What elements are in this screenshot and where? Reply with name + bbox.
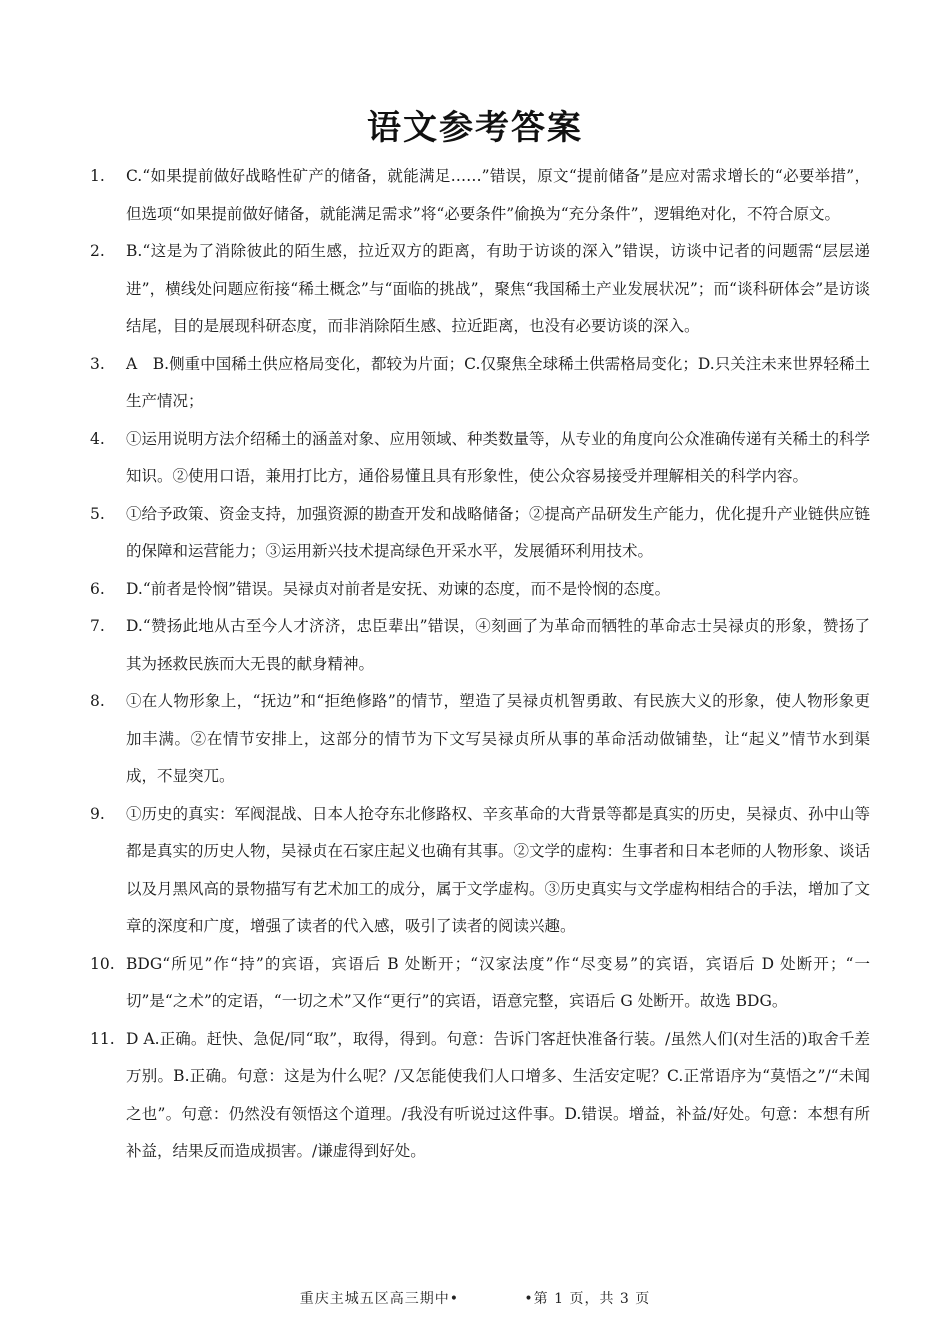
answer-item (90, 346, 870, 421)
answer-item (90, 796, 870, 946)
answer-item (90, 608, 870, 683)
answer-text: ①在人物形象上，“抚边”和“拒绝修路”的情节，塑造了吴禄贞机智勇敢、有民族大义的形象，使人物形象更加丰满。②在情节安排上，这部分的情节为下文写吴禄贞所从事的革命活动做铺垫，让“起义”情节水到渠成，不显突兀。 (126, 692, 870, 785)
answer-item (90, 421, 870, 496)
answer-item (90, 571, 870, 609)
answer-item (90, 496, 870, 571)
answer-number: 10. (90, 954, 115, 973)
answer-number: 3. (90, 354, 105, 373)
answer-number: 4. (90, 429, 105, 448)
answer-item (90, 158, 870, 233)
answer-text: D A.正确。赶快、急促/同“取”，取得，得到。句意：告诉门客赶快准备行装。/虽然人们(对生活的)取舍千差万别。B.正确。句意：这是为什么呢？/又怎能使我们人口增多、生活安定呢？C.正常语序为“莫悟之”/“未闻之也”。句意：仍然没有领悟这个道理。/我没有听说过这件事。D.错误。增益，补益/好处。句意：本想有所补益，结果反而造成损害。/谦虚得到好处。 (126, 1029, 870, 1160)
answer-item (90, 233, 870, 346)
answer-text: B.“这是为了消除彼此的陌生感，拉近双方的距离，有助于访谈的深入”错误，访谈中记者的问题需“层层递进”，横线处问题应衔接“稀土概念”与“面临的挑战”，聚焦“我国稀土产业发展状况”；而“谈科研体会”是访谈结尾，目的是展现科研态度，而非消除陌生感、拉近距离，也没有必要访谈的深入。 (126, 242, 870, 335)
page-title: 语文参考答案 (367, 108, 583, 148)
answer-number: 6. (90, 579, 105, 598)
answer-number: 7. (90, 617, 105, 635)
answer-text: ①给予政策、资金支持，加强资源的勘查开发和战略储备；②提高产品研发生产能力，优化提升产业链供应链的保障和运营能力；③运用新兴技术提高绿色开采水平，发展循环利用技术。 (126, 504, 871, 560)
answer-text: A B.侧重中国稀土供应格局变化，都较为片面；C.仅聚焦全球稀土供需格局变化；D.只关注未来世界轻稀土生产情况； (126, 354, 870, 410)
answer-number: 9. (90, 804, 105, 823)
answer-text: D.“赞扬此地从古至今人才济济，忠臣辈出”错误，④刻画了为革命而牺牲的革命志士吴禄贞的形象，赞扬了其为拯救民族而大无畏的献身精神。 (126, 617, 870, 673)
answer-text: BDG“所见”作“持”的宾语，宾语后 B 处断开；“汉家法度”作“尽变易”的宾语，宾语后 D 处断开；“一切”是“之术”的定语，“一切之术”又作“更行”的宾语，语意完整，宾语后 G 处断开。故选 BDG。 (126, 954, 870, 1010)
answer-item (90, 1021, 870, 1171)
answer-number: 2. (90, 242, 105, 260)
answer-text: C.“如果提前做好战略性矿产的储备，就能满足……”错误，原文“提前储备”是应对需求增长的“必要举措”，但选项“如果提前做好储备，就能满足需求”将“必要条件”偷换为“充分条件”，逻辑绝对化，不符合原文。 (126, 167, 870, 223)
page-footer (0, 1288, 950, 1308)
answer-item (90, 683, 870, 796)
answer-list (90, 158, 870, 1171)
footer-exam-name: 重庆主城五区高三期中• (299, 1291, 459, 1307)
answer-text: ①历史的真实：军阀混战、日本人抢夺东北修路权、辛亥革命的大背景等都是真实的历史，吴禄贞、孙中山等都是真实的历史人物，吴禄贞在石家庄起义也确有其事。②文学的虚构：生事者和日本老师的人物形象、谈话以及月黑风高的景物描写有艺术加工的成分，属于文学虚构。③历史真实与文学虚构相结合的手法，增加了文章的深度和广度，增强了读者的代入感，吸引了读者的阅读兴趣。 (126, 804, 871, 935)
answer-text: ①运用说明方法介绍稀土的涵盖对象、应用领域、种类数量等，从专业的角度向公众准确传递有关稀土的科学知识。②使用口语，兼用打比方，通俗易懂且具有形象性，使公众容易接受并理解相关的科学内容。 (126, 429, 871, 485)
answer-number: 5. (90, 504, 105, 523)
answer-number: 1. (90, 167, 105, 185)
answer-text: D.“前者是怜悯”错误。吴禄贞对前者是安抚、劝谏的态度，而不是怜悯的态度。 (126, 579, 671, 598)
answer-item (90, 946, 870, 1021)
footer-page-number: •第 1 页，共 3 页 (524, 1291, 651, 1307)
answer-number: 11. (90, 1029, 115, 1048)
answer-number: 8. (90, 692, 105, 710)
